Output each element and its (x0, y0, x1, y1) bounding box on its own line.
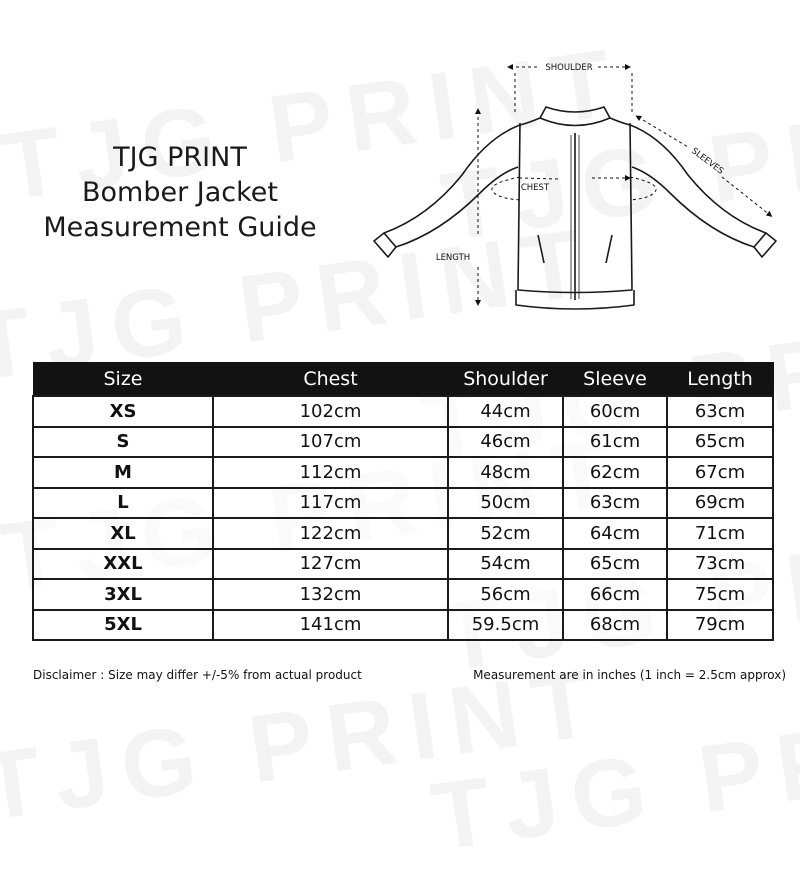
watermark (425, 677, 800, 873)
shoulder-cell: 52cm (448, 518, 563, 549)
shoulder-cell: 50cm (448, 488, 563, 519)
table-row (33, 427, 773, 458)
shoulder-cell: 46cm (448, 427, 563, 458)
shoulder-cell: 54cm (448, 549, 563, 580)
length-cell: 63cm (667, 396, 773, 427)
jacket-diagram (370, 55, 790, 325)
sleeve-cell: 66cm (563, 579, 667, 610)
size-cell: XL (33, 518, 213, 549)
chest-cell: 141cm (213, 610, 448, 641)
size-cell: XS (33, 396, 213, 427)
length-cell: 75cm (667, 579, 773, 610)
jacket-sleeve-left (384, 125, 520, 247)
jacket-cuff-right (754, 233, 776, 257)
table-row (33, 488, 773, 519)
sleeve-cell: 68cm (563, 610, 667, 641)
length-cell: 69cm (667, 488, 773, 519)
table-row (33, 457, 773, 488)
size-chart-table (32, 362, 774, 641)
chest-cell: 112cm (213, 457, 448, 488)
table-row (33, 518, 773, 549)
table-row (33, 579, 773, 610)
chest-cell: 102cm (213, 396, 448, 427)
header-shoulder: Shoulder (448, 363, 563, 397)
length-cell: 79cm (667, 610, 773, 641)
header-length: Length (667, 363, 773, 397)
jacket-pocket-left (538, 235, 544, 263)
chest-label: CHEST (520, 183, 550, 193)
table-row (33, 610, 773, 641)
size-cell: M (33, 457, 213, 488)
sleeve-cell: 60cm (563, 396, 667, 427)
sleeve-cell: 63cm (563, 488, 667, 519)
page-title (20, 140, 340, 245)
sleeve-cell: 64cm (563, 518, 667, 549)
sleeve-cell: 65cm (563, 549, 667, 580)
jacket-pocket-right (606, 235, 612, 263)
size-cell: L (33, 488, 213, 519)
shoulder-label: SHOULDER (545, 63, 593, 73)
shoulder-cell: 56cm (448, 579, 563, 610)
sleeve-cell: 61cm (563, 427, 667, 458)
table-row (33, 549, 773, 580)
shoulder-cell: 44cm (448, 396, 563, 427)
sleeves-label: SLEEVES (689, 146, 726, 177)
chest-cell: 122cm (213, 518, 448, 549)
size-cell: XXL (33, 549, 213, 580)
length-cell: 71cm (667, 518, 773, 549)
shoulder-cell: 48cm (448, 457, 563, 488)
size-cell: 3XL (33, 579, 213, 610)
length-cell: 73cm (667, 549, 773, 580)
size-cell: S (33, 427, 213, 458)
chest-cell: 127cm (213, 549, 448, 580)
length-cell: 67cm (667, 457, 773, 488)
measurement-note: Measurement are in inches (1 inch = 2.5cm approx) (473, 668, 786, 682)
length-label: LENGTH (435, 253, 471, 263)
table-header-row (33, 363, 773, 397)
header-size: Size (33, 363, 213, 397)
chest-cell: 117cm (213, 488, 448, 519)
size-cell: 5XL (33, 610, 213, 641)
shoulder-cell: 59.5cm (448, 610, 563, 641)
title-product: Bomber Jacket (81, 177, 278, 208)
disclaimer-text: Disclaimer : Size may differ +/-5% from actual product (33, 668, 362, 682)
jacket-cuff-left (374, 233, 396, 257)
length-cell: 65cm (667, 427, 773, 458)
sleeve-cell: 62cm (563, 457, 667, 488)
table-row (33, 396, 773, 427)
title-subtitle: Measurement Guide (43, 212, 317, 243)
chest-cell: 132cm (213, 579, 448, 610)
jacket-sleeve-right (630, 125, 766, 247)
title-brand: TJG PRINT (113, 142, 247, 173)
header-sleeve: Sleeve (563, 363, 667, 397)
jacket-collar (540, 107, 610, 126)
chest-cell: 107cm (213, 427, 448, 458)
header-chest: Chest (213, 363, 448, 397)
